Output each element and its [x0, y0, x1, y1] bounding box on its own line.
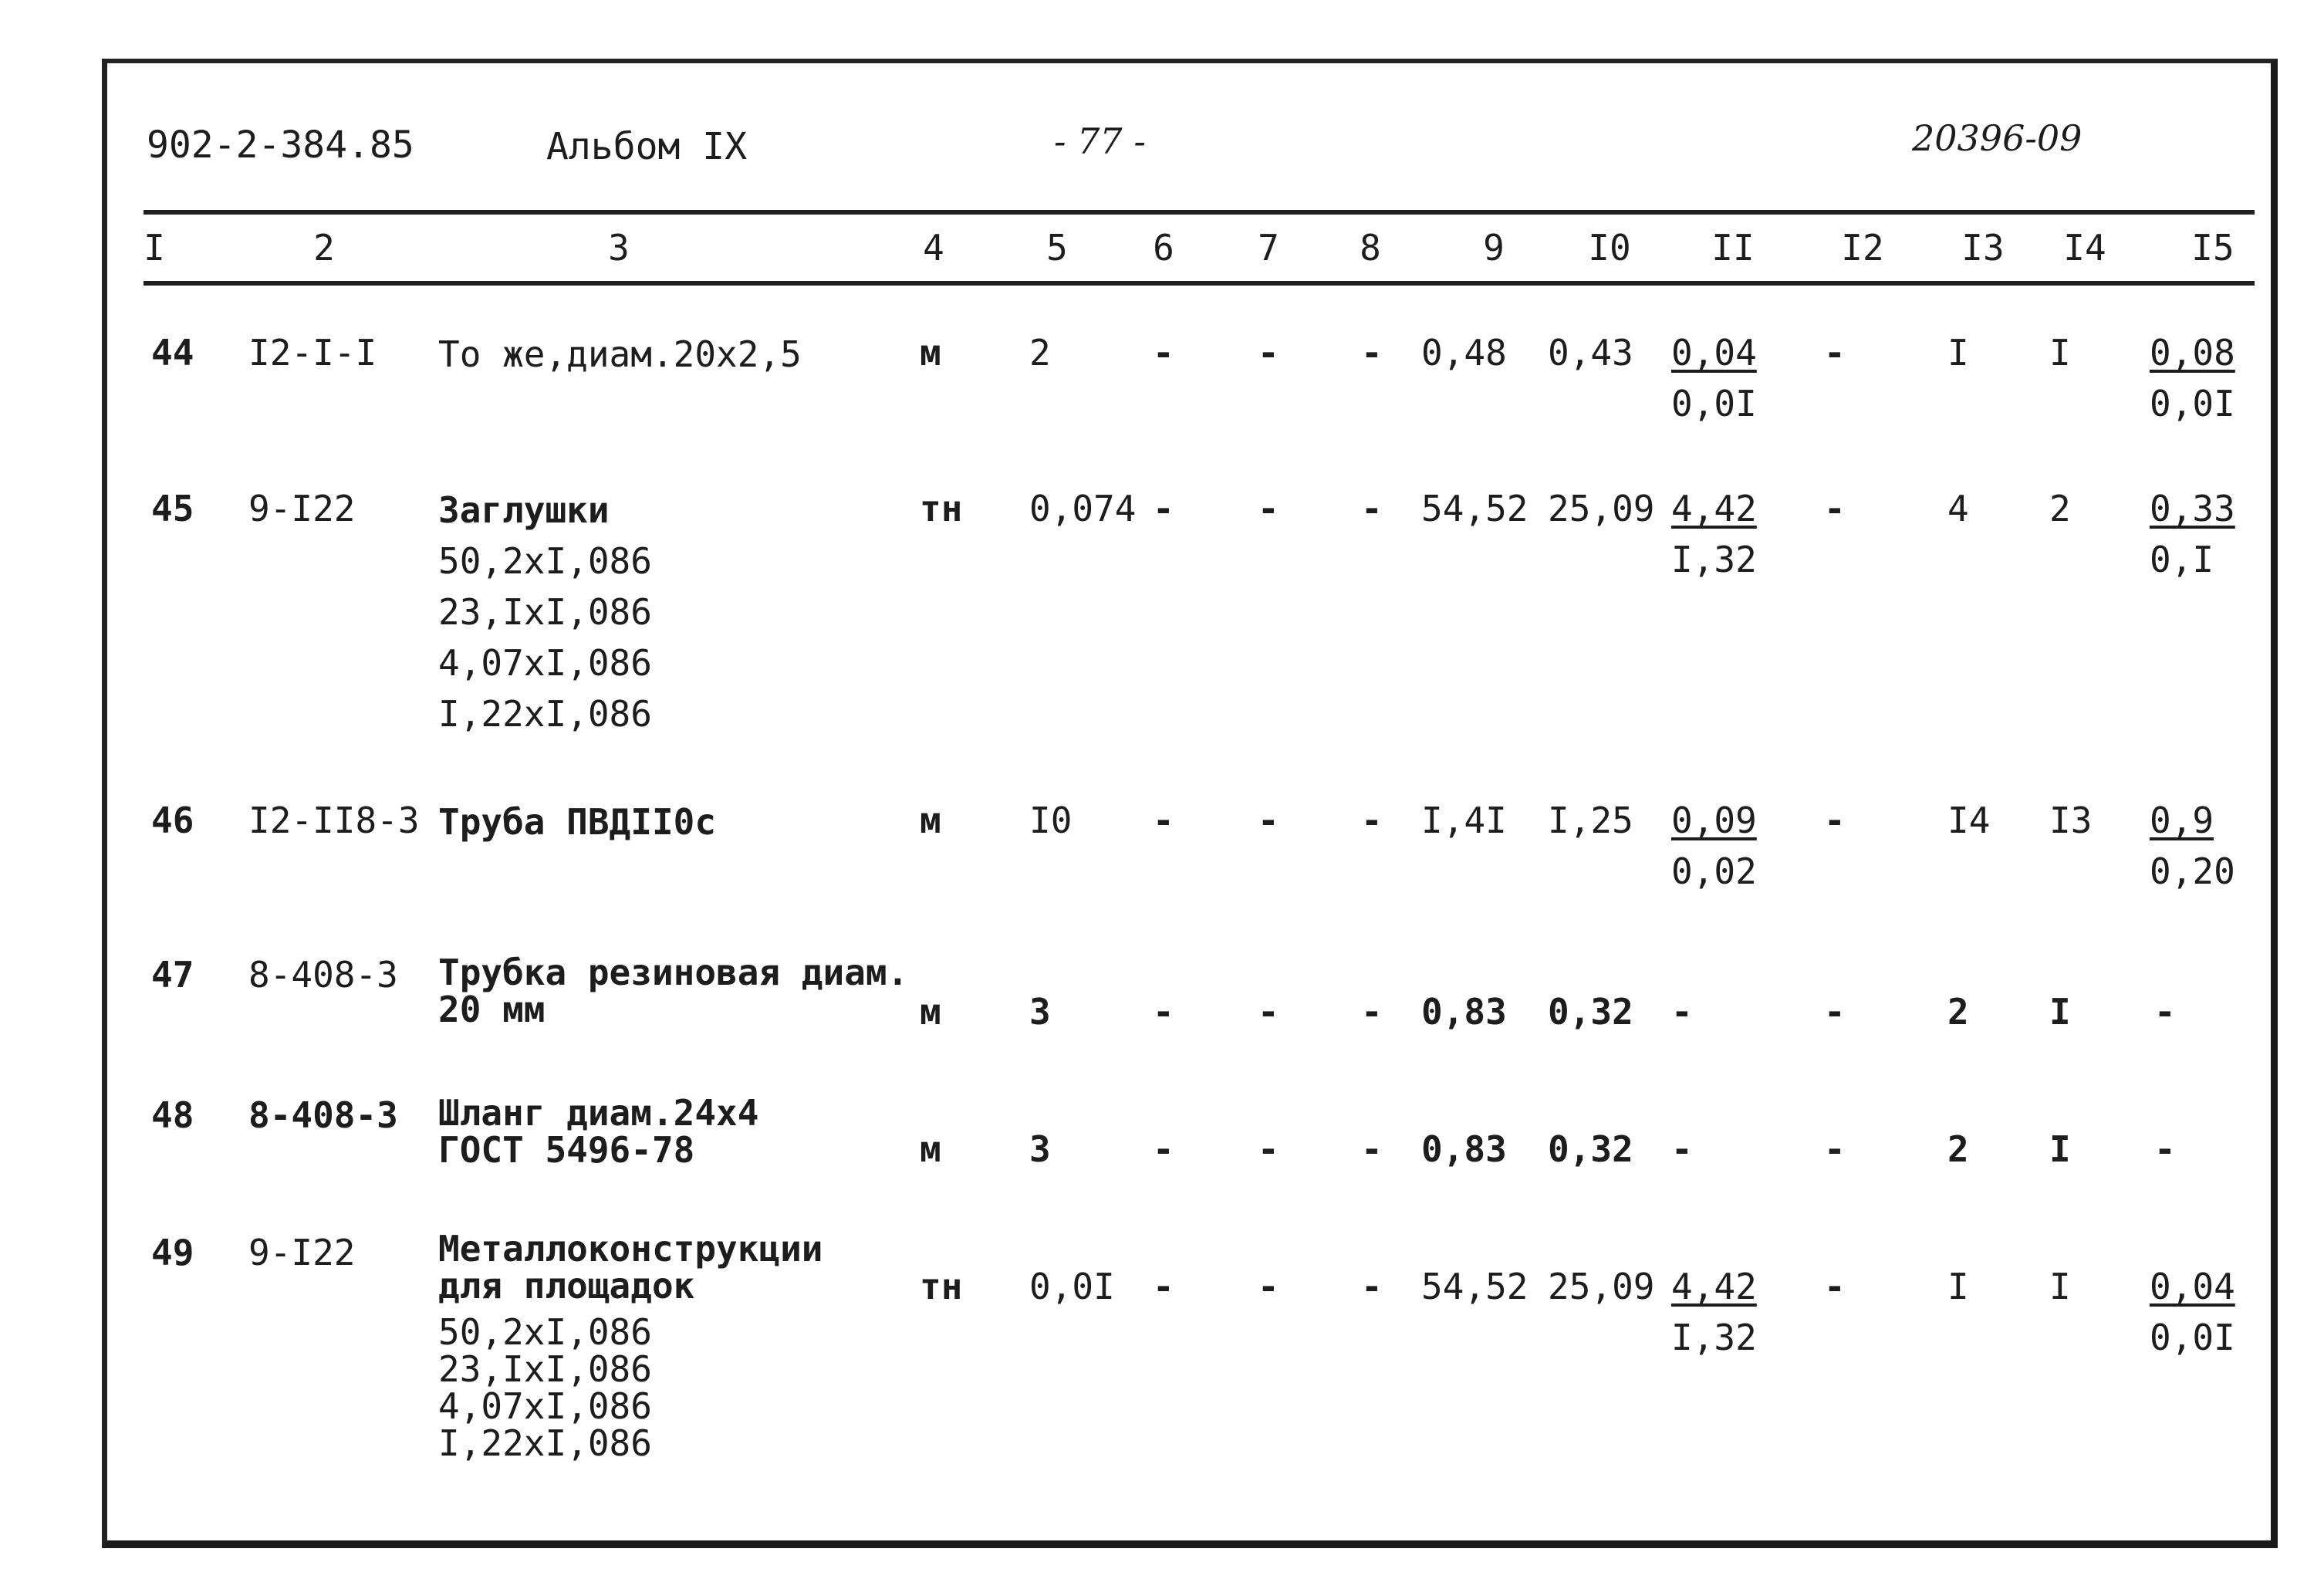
value-col7: -	[1258, 1128, 1279, 1170]
value-col15-bottom: 0,0I	[2150, 1317, 2235, 1358]
quantity: 2	[1029, 332, 1051, 374]
value-col14: I	[2049, 1266, 2071, 1307]
value-col14: I	[2049, 991, 2071, 1033]
column-number: I0	[1588, 227, 1631, 269]
value-col14: I	[2049, 1128, 2071, 1170]
value-col13: I	[1947, 332, 1969, 374]
unit: м	[920, 800, 941, 841]
column-number: 4	[923, 227, 944, 269]
value-col11-top: 0,04	[1671, 332, 1757, 374]
item-description: Труба ПВДII0с	[438, 801, 717, 843]
value-col7: -	[1258, 1266, 1279, 1307]
value-col15-top: 0,08	[2150, 332, 2235, 374]
value-col7: -	[1258, 991, 1279, 1033]
value-col11-top: 4,42	[1671, 488, 1757, 529]
column-number: 8	[1360, 227, 1381, 269]
value-col12: -	[1824, 800, 1846, 841]
value-col6: -	[1153, 991, 1174, 1033]
value-col14: I	[2049, 332, 2071, 374]
value-col15: -	[2154, 991, 2176, 1033]
item-code: I2-I-I	[248, 332, 377, 374]
item-description: Трубка резиновая диам. 20 мм	[438, 952, 909, 1030]
value-col11-bottom: 0,0I	[1671, 383, 1757, 424]
value-col10: 0,32	[1548, 1128, 1633, 1170]
column-number: 6	[1153, 227, 1174, 269]
item-description: То же,диам.20x2,5	[438, 333, 802, 375]
value-col14: 2	[2049, 488, 2071, 529]
quantity: 3	[1029, 991, 1051, 1033]
page-number: - 77 -	[1054, 120, 1146, 162]
column-number: 7	[1258, 227, 1279, 269]
value-col6: -	[1153, 332, 1174, 374]
value-col7: -	[1258, 488, 1279, 529]
value-col9: 54,52	[1421, 488, 1529, 529]
value-col10: 25,09	[1548, 1266, 1655, 1307]
quantity: I0	[1029, 800, 1072, 841]
value-col9: 0,83	[1421, 991, 1507, 1033]
value-col12: -	[1824, 1266, 1846, 1307]
column-number: I4	[2063, 227, 2106, 269]
value-col8: -	[1361, 488, 1383, 529]
row-number: 44	[151, 332, 194, 374]
row-number: 46	[151, 800, 194, 841]
value-col13: I4	[1947, 800, 1991, 841]
item-code: I2-II8-3	[248, 800, 420, 841]
header-rule-bottom	[144, 281, 2255, 286]
value-col14: I3	[2049, 800, 2093, 841]
value-col7: -	[1258, 332, 1279, 374]
value-col15-bottom: 0,I	[2150, 539, 2214, 580]
unit: м	[920, 1128, 941, 1170]
value-col10: 0,32	[1548, 991, 1633, 1033]
unit: м	[920, 332, 941, 374]
row-number: 49	[151, 1232, 194, 1273]
unit: м	[920, 991, 941, 1033]
value-col6: -	[1153, 1266, 1174, 1307]
value-col8: -	[1361, 1128, 1383, 1170]
value-col10: 25,09	[1548, 488, 1655, 529]
unit: тн	[920, 1266, 963, 1307]
quantity: 0,074	[1029, 488, 1137, 529]
value-col8: -	[1361, 332, 1383, 374]
reference-number: 20396-09	[1912, 117, 2082, 159]
value-col11-bottom: 0,02	[1671, 850, 1757, 892]
quantity: 3	[1029, 1128, 1051, 1170]
quantity: 0,0I	[1029, 1266, 1115, 1307]
value-col10: 0,43	[1548, 332, 1633, 374]
doc-code: 902-2-384.85	[147, 123, 414, 167]
item-description-dimensions: 50,2xI,086 23,IxI,086 4,07xI,086 I,22xI,086	[438, 1311, 652, 1464]
row-number: 47	[151, 954, 194, 996]
item-code: 9-I22	[248, 488, 356, 529]
column-number: I3	[1961, 227, 2005, 269]
value-col6: -	[1153, 1128, 1174, 1170]
value-col12: -	[1824, 1128, 1846, 1170]
value-col7: -	[1258, 800, 1279, 841]
value-col11-bottom: I,32	[1671, 1317, 1757, 1358]
value-col13: 2	[1947, 1128, 1969, 1170]
column-number: 2	[313, 227, 335, 269]
unit: тн	[920, 488, 963, 529]
item-code: 9-I22	[248, 1232, 356, 1273]
value-col13: 2	[1947, 991, 1969, 1033]
row-number: 45	[151, 488, 194, 529]
item-description: Металлоконструкции для площадок	[438, 1228, 823, 1307]
value-col11-bottom: I,32	[1671, 539, 1757, 580]
value-col9: I,4I	[1421, 800, 1507, 841]
column-number: 5	[1046, 227, 1068, 269]
column-number: 9	[1483, 227, 1505, 269]
value-col9: 54,52	[1421, 1266, 1529, 1307]
value-col10: I,25	[1548, 800, 1633, 841]
value-col12: -	[1824, 991, 1846, 1033]
value-col9: 0,48	[1421, 332, 1507, 374]
value-col11: -	[1671, 1128, 1693, 1170]
value-col13: I	[1947, 1266, 1969, 1307]
value-col8: -	[1361, 1266, 1383, 1307]
value-col8: -	[1361, 991, 1383, 1033]
value-col11-top: 4,42	[1671, 1266, 1757, 1307]
value-col15-bottom: 0,0I	[2150, 383, 2235, 424]
value-col8: -	[1361, 800, 1383, 841]
value-col11: -	[1671, 991, 1693, 1033]
value-col12: -	[1824, 488, 1846, 529]
value-col11-top: 0,09	[1671, 800, 1757, 841]
value-col9: 0,83	[1421, 1128, 1507, 1170]
value-col15-top: 0,9	[2150, 800, 2214, 841]
item-description: Шланг диам.24x4 ГОСТ 5496-78	[438, 1092, 759, 1171]
item-description: Заглушки 50,2xI,086 23,IxI,086 4,07xI,086 I,22xI,086	[438, 489, 652, 735]
value-col13: 4	[1947, 488, 1969, 529]
column-number: 3	[608, 227, 630, 269]
value-col15-top: 0,04	[2150, 1266, 2235, 1307]
value-col12: -	[1824, 332, 1846, 374]
value-col15-bottom: 0,20	[2150, 850, 2235, 892]
value-col6: -	[1153, 800, 1174, 841]
value-col15: -	[2154, 1128, 2176, 1170]
item-code: 8-408-3	[248, 1094, 398, 1136]
header-rule-top	[144, 210, 2255, 215]
column-number: I	[144, 227, 165, 269]
column-number: I2	[1841, 227, 1884, 269]
row-number: 48	[151, 1094, 194, 1136]
value-col6: -	[1153, 488, 1174, 529]
album-label: Альбом IX	[546, 125, 748, 168]
value-col15-top: 0,33	[2150, 488, 2235, 529]
column-number: I5	[2191, 227, 2234, 269]
item-code: 8-408-3	[248, 954, 398, 996]
column-number: II	[1711, 227, 1755, 269]
